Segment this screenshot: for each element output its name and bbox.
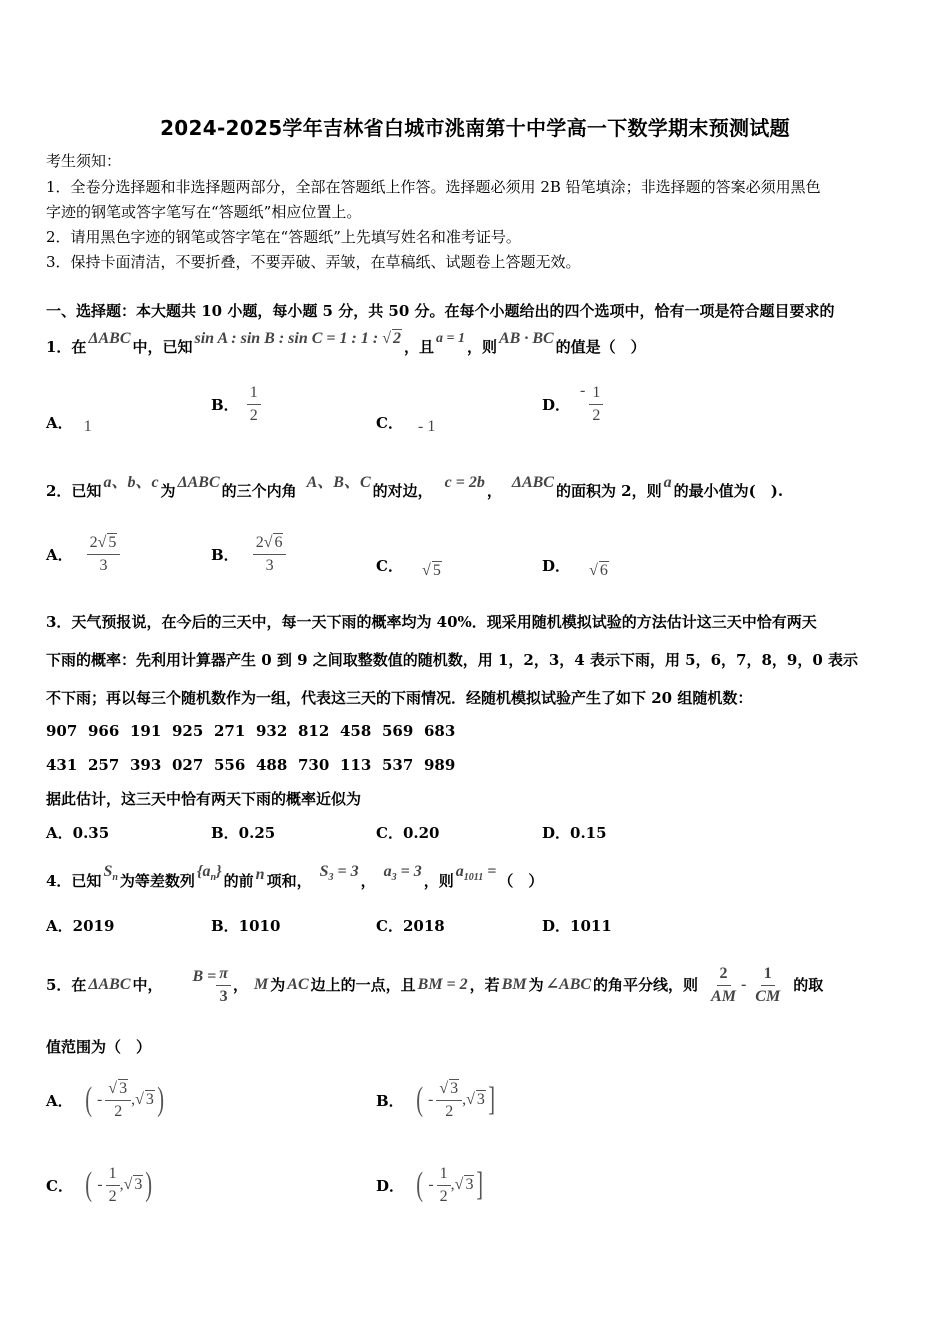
q5-d-numerator: 1 xyxy=(437,1164,451,1186)
q3-r2-c6: 488 xyxy=(256,756,288,774)
q5-option-b-interval: ( - $\frac{√ 3}{2}$ , √ 3 ] xyxy=(415,1079,495,1120)
q4-text-7: （ ） xyxy=(498,872,544,891)
q4-a: a xyxy=(202,863,211,880)
q1-option-a-label: A． xyxy=(46,414,73,432)
q2-option-a-fraction xyxy=(87,533,121,576)
q3-paragraph-4: 据此估计，这三天中恰有两天下雨的概率近似为 xyxy=(46,790,362,808)
question-2-stem xyxy=(46,474,784,500)
q5-bm: BM xyxy=(501,976,527,993)
q1-d-denominator: 2 xyxy=(592,407,601,424)
q5-bm-length: BM = 2 xyxy=(417,976,468,993)
q5-b-numerator: √ 3 xyxy=(436,1079,462,1101)
q3-r2-c2: 257 xyxy=(88,756,120,774)
q5-text-8: 的角平分线，则 xyxy=(593,976,699,994)
q3-r1-c9: 569 xyxy=(382,722,414,740)
q3-r1-c10: 683 xyxy=(424,722,456,740)
q3-r1-c4: 925 xyxy=(172,722,204,740)
q2-option-b[interactable] xyxy=(211,533,286,576)
q4-a1011-sub: 1011 xyxy=(463,872,484,884)
q2-option-d-label: D． xyxy=(542,557,571,575)
q3-paragraph-1: 3．天气预报说，在今后的三天中，每一天下雨的概率均为 40%．现采用随机模拟试验的方法估计这三天中恰有两天 xyxy=(46,613,817,631)
q5-text-10: 值范围为（ ） xyxy=(46,1038,152,1056)
q2-option-c-value: √ 5 xyxy=(422,562,441,579)
q5-triangle: ΔABC xyxy=(88,976,131,993)
q3-r2-c9: 537 xyxy=(382,756,414,774)
q2-b-radicand: 6 xyxy=(274,534,283,551)
q5-d-denominator: 2 xyxy=(439,1187,448,1205)
q5-c-numerator: 1 xyxy=(106,1164,120,1186)
q5-angle-b-fraction xyxy=(216,964,231,1007)
q1-side-a: a = 1 xyxy=(435,331,465,346)
q5-c-fraction xyxy=(106,1164,120,1207)
q5-text-3: ， xyxy=(233,976,249,994)
q4-a3-sub: 3 xyxy=(391,872,397,884)
q5-b-num-radicand: 3 xyxy=(450,1079,459,1097)
q5-c-denominator: 2 xyxy=(108,1187,117,1205)
q1-option-a[interactable] xyxy=(46,412,92,433)
q1-sine-ratio-text: sin A : sin B : sin C = 1 : 1 : xyxy=(194,330,383,347)
q1-option-d-label: D． xyxy=(542,396,571,414)
q1-text-1: 1．在 xyxy=(46,338,87,356)
q4-a1011 xyxy=(456,863,497,887)
q5-pi: π xyxy=(216,964,231,986)
q2-side-a: a xyxy=(663,474,672,491)
q1-b-denominator: 2 xyxy=(249,407,258,424)
q4-option-b[interactable]: B．1010 xyxy=(211,917,281,935)
q5-option-d[interactable] xyxy=(376,1155,486,1215)
q3-random-row-2 xyxy=(46,756,466,774)
q1-option-a-value: 1 xyxy=(83,418,92,435)
section-heading: 一、选择题：本大题共 10 小题，每小题 5 分，共 50 分。在每个小题给出的四个选项中，恰有一项是符合题目要求的 xyxy=(46,302,835,320)
q5-text-6: ，若 xyxy=(469,976,500,994)
q5-f1-num: 2 xyxy=(717,964,731,986)
q3-r1-c3: 191 xyxy=(130,722,162,740)
q5-b-denominator: 2 xyxy=(445,1102,454,1120)
q2-sides: a、b、c xyxy=(103,474,159,491)
q1-option-c[interactable] xyxy=(376,412,435,433)
q1-sine-ratio: sin A : sin B : sin C = 1 : 1 : √ 2 xyxy=(194,330,401,347)
q5-option-b[interactable] xyxy=(376,1070,497,1130)
q4-s3-s: S xyxy=(319,863,329,880)
q4-text-3: 的前 xyxy=(223,872,254,891)
q5-angle-abc: ∠ABC xyxy=(545,976,592,993)
q3-r1-c2: 966 xyxy=(88,722,120,740)
q5-b-upper-radicand: 3 xyxy=(476,1091,485,1108)
q5-option-a-label: A． xyxy=(46,1091,73,1110)
notice-line-3: 3．保持卡面清洁，不要折叠，不要弄破、弄皱，在草稿纸、试题卷上答题无效。 xyxy=(46,253,581,271)
q1-option-d-sign: - xyxy=(580,381,586,399)
q2-option-a[interactable] xyxy=(46,533,120,576)
q3-option-b[interactable]: B．0.25 xyxy=(211,824,276,842)
q2-a-radicand: 5 xyxy=(108,534,117,551)
q5-option-d-label: D． xyxy=(376,1176,405,1195)
q4-a3-value: = 3 xyxy=(396,863,422,880)
q4-a1011-a: a xyxy=(455,863,464,880)
q1-vector-product: AB · BC xyxy=(498,330,554,347)
q5-fraction-1 xyxy=(708,964,739,1007)
q3-random-row-1 xyxy=(46,722,466,740)
q4-text-2: 为等差数列 xyxy=(119,872,195,891)
q5-text-7: 为 xyxy=(528,976,544,994)
q2-text-3: 的三个内角 xyxy=(221,482,297,500)
q2-option-c-label: C． xyxy=(376,557,403,575)
q2-a-coef: 2 xyxy=(89,534,98,551)
q3-option-c[interactable]: C．0.20 xyxy=(376,824,440,842)
q5-a-numerator: √ 3 xyxy=(105,1079,131,1101)
q5-option-d-interval: ( - $\frac{1}{2}$ , √ 3 ] xyxy=(416,1164,484,1205)
q5-option-c-interval: ( - $\frac{1}{2}$ , √ 3 ) xyxy=(85,1164,153,1205)
q5-a-num-radicand: 3 xyxy=(119,1079,128,1097)
q5-text-5: 边上的一点，且 xyxy=(310,976,416,994)
q1-option-d[interactable] xyxy=(542,383,603,426)
q5-three: 3 xyxy=(219,987,228,1005)
q3-r2-c8: 113 xyxy=(340,756,372,774)
q2-option-d[interactable] xyxy=(542,555,609,579)
question-4-stem xyxy=(46,863,544,893)
q5-d-fraction xyxy=(437,1164,451,1207)
q4-option-d[interactable]: D．1011 xyxy=(542,917,612,935)
q4-text-4: 项和， xyxy=(266,872,312,891)
q4-a1011-eq: = xyxy=(483,863,497,880)
q2-text-5: ， xyxy=(486,482,502,500)
q3-r1-c6: 932 xyxy=(256,722,288,740)
q2-text-4: 的对边， xyxy=(372,482,433,500)
q2-d-radicand: 6 xyxy=(599,562,608,579)
q4-s3 xyxy=(320,863,359,887)
q2-option-d-value: √ 6 xyxy=(589,562,608,579)
q5-c-upper-radicand: 3 xyxy=(134,1176,143,1193)
q3-paragraph-3: 不下雨；再以每三个随机数作为一组，代表这三天的下雨情况．经随机模拟试验产生了如下 20 组随机数： xyxy=(46,689,753,707)
q1-b-numerator: 1 xyxy=(247,383,261,405)
q5-point-m: M xyxy=(254,976,269,993)
q4-text-6: ，则 xyxy=(423,872,454,891)
q3-r2-c7: 730 xyxy=(298,756,330,774)
q2-text-7: 的最小值为( ). xyxy=(673,482,784,500)
q1-triangle: ΔABC xyxy=(88,330,131,347)
q1-option-c-label: C． xyxy=(376,414,403,432)
q4-s-sub: n xyxy=(112,872,118,884)
q4-sequence: $\{a_n\}$ xyxy=(196,863,222,884)
q5-f1-den: AM xyxy=(711,987,736,1005)
q5-option-b-label: B． xyxy=(376,1091,404,1110)
q5-angle-b-label: B = xyxy=(192,968,217,985)
q1-text-5: 的值是（ ） xyxy=(555,338,646,356)
q2-option-b-label: B． xyxy=(211,546,239,564)
q2-b-denominator: 3 xyxy=(265,557,274,574)
q3-r1-c5: 271 xyxy=(214,722,246,740)
q2-a-numerator: 2√ 5 xyxy=(87,533,121,555)
q3-r2-c1: 431 xyxy=(46,756,78,774)
q3-option-a[interactable]: A．0.35 xyxy=(46,824,110,842)
q2-option-a-label: A． xyxy=(46,546,73,564)
q1-option-d-fraction xyxy=(589,383,603,426)
q1-text-3: ，且 xyxy=(403,338,434,356)
q4-a3 xyxy=(384,863,422,887)
q4-s: S xyxy=(103,863,113,880)
q5-f2-den: CM xyxy=(755,987,781,1005)
q5-d-upper-radicand: 3 xyxy=(465,1176,474,1193)
q4-a3-a: a xyxy=(383,863,392,880)
q5-option-a-interval: ( - $\frac{√ 3}{2}$ , √ 3 ) xyxy=(84,1079,164,1120)
q1-option-c-value: - 1 xyxy=(418,418,436,435)
q3-paragraph-2: 下雨的概率：先利用计算器产生 0 到 9 之间取整数值的随机数，用 1，2，3，4 表示下雨，用 5，6，7，8，9，0 表示 xyxy=(46,651,859,669)
q4-option-c[interactable]: C．2018 xyxy=(376,917,445,935)
q5-angle-b xyxy=(193,964,232,1007)
q5-segment-ac: AC xyxy=(287,976,309,993)
notice-heading: 考生须知： xyxy=(46,152,122,170)
q5-option-c[interactable] xyxy=(46,1155,155,1215)
q2-option-b-fraction xyxy=(253,533,287,576)
q3-r1-c1: 907 xyxy=(46,722,78,740)
q2-text-6: 的面积为 2，则 xyxy=(555,482,662,500)
q3-r2-c3: 393 xyxy=(130,756,162,774)
q3-r2-c10: 989 xyxy=(424,756,456,774)
q5-option-a[interactable] xyxy=(46,1070,166,1130)
q5-option-c-label: C． xyxy=(46,1176,73,1195)
q5-fraction-2 xyxy=(752,964,783,1007)
q5-text-2: 中， xyxy=(132,976,163,994)
q3-r1-c7: 812 xyxy=(298,722,330,740)
page-title: 2024-2025学年吉林省白城市洮南第十中学高一下数学期末预测试题 xyxy=(160,116,790,140)
q4-n: n xyxy=(255,866,265,884)
q4-option-a[interactable]: A．2019 xyxy=(46,917,115,935)
q5-text-1: 5．在 xyxy=(46,976,87,994)
q3-r1-c8: 458 xyxy=(340,722,372,740)
q2-angles: A、B、C xyxy=(306,474,371,491)
q1-sine-radicand: 2 xyxy=(392,330,401,347)
notice-line-1a: 1．全卷分选择题和非选择题两部分，全部在答题纸上作答。选择题必须用 2B 铅笔填涂；非选择题的答案必须用黑色 xyxy=(46,178,821,196)
q2-triangle: ΔABC xyxy=(177,474,220,491)
question-1-stem xyxy=(46,330,646,356)
q5-text-4: 为 xyxy=(270,976,286,994)
q5-text-9: 的取 xyxy=(793,976,824,994)
notice-line-2: 2．请用黑色字迹的钢笔或答字笔在“答题纸”上先填写姓名和准考证号。 xyxy=(46,228,521,246)
question-5-stem xyxy=(46,950,823,1020)
q5-a-denominator: 2 xyxy=(114,1102,123,1120)
q2-option-c[interactable] xyxy=(376,555,442,579)
q4-text-1: 4．已知 xyxy=(46,872,102,891)
q1-option-b-label: B． xyxy=(211,396,239,414)
q3-r2-c4: 027 xyxy=(172,756,204,774)
q1-option-b[interactable] xyxy=(211,383,261,426)
q2-text-2: 为 xyxy=(160,482,176,500)
q1-option-b-fraction xyxy=(247,383,261,426)
q4-s3-value: = 3 xyxy=(333,863,359,880)
q4-s3-sub: 3 xyxy=(328,872,334,884)
notice-line-1b: 字迹的钢笔或答字笔写在“答题纸”相应位置上。 xyxy=(46,203,362,221)
q4-text-5: ， xyxy=(360,872,376,891)
q3-option-d[interactable]: D．0.15 xyxy=(542,824,607,842)
q1-text-4: ，则 xyxy=(466,338,497,356)
q2-text-1: 2．已知 xyxy=(46,482,102,500)
q1-text-2: 中，已知 xyxy=(132,338,193,356)
q5-minus: - xyxy=(740,976,747,993)
q4-sum-symbol xyxy=(103,863,117,887)
q1-d-numerator: 1 xyxy=(589,383,603,405)
q2-b-numerator: 2√ 6 xyxy=(253,533,287,555)
q2-triangle-2: ΔABC xyxy=(511,474,554,491)
q5-f2-num: 1 xyxy=(761,964,775,986)
q2-a-denominator: 3 xyxy=(99,557,108,574)
q2-relation: c = 2b xyxy=(444,474,485,491)
q2-c-radicand: 5 xyxy=(432,562,441,579)
q2-b-coef: 2 xyxy=(255,534,264,551)
q4-a-sub: n xyxy=(210,872,217,884)
q5-b-fraction xyxy=(436,1079,462,1122)
q5-a-upper-radicand: 3 xyxy=(145,1091,154,1108)
q3-r2-c5: 556 xyxy=(214,756,246,774)
q5-a-fraction xyxy=(105,1079,131,1122)
